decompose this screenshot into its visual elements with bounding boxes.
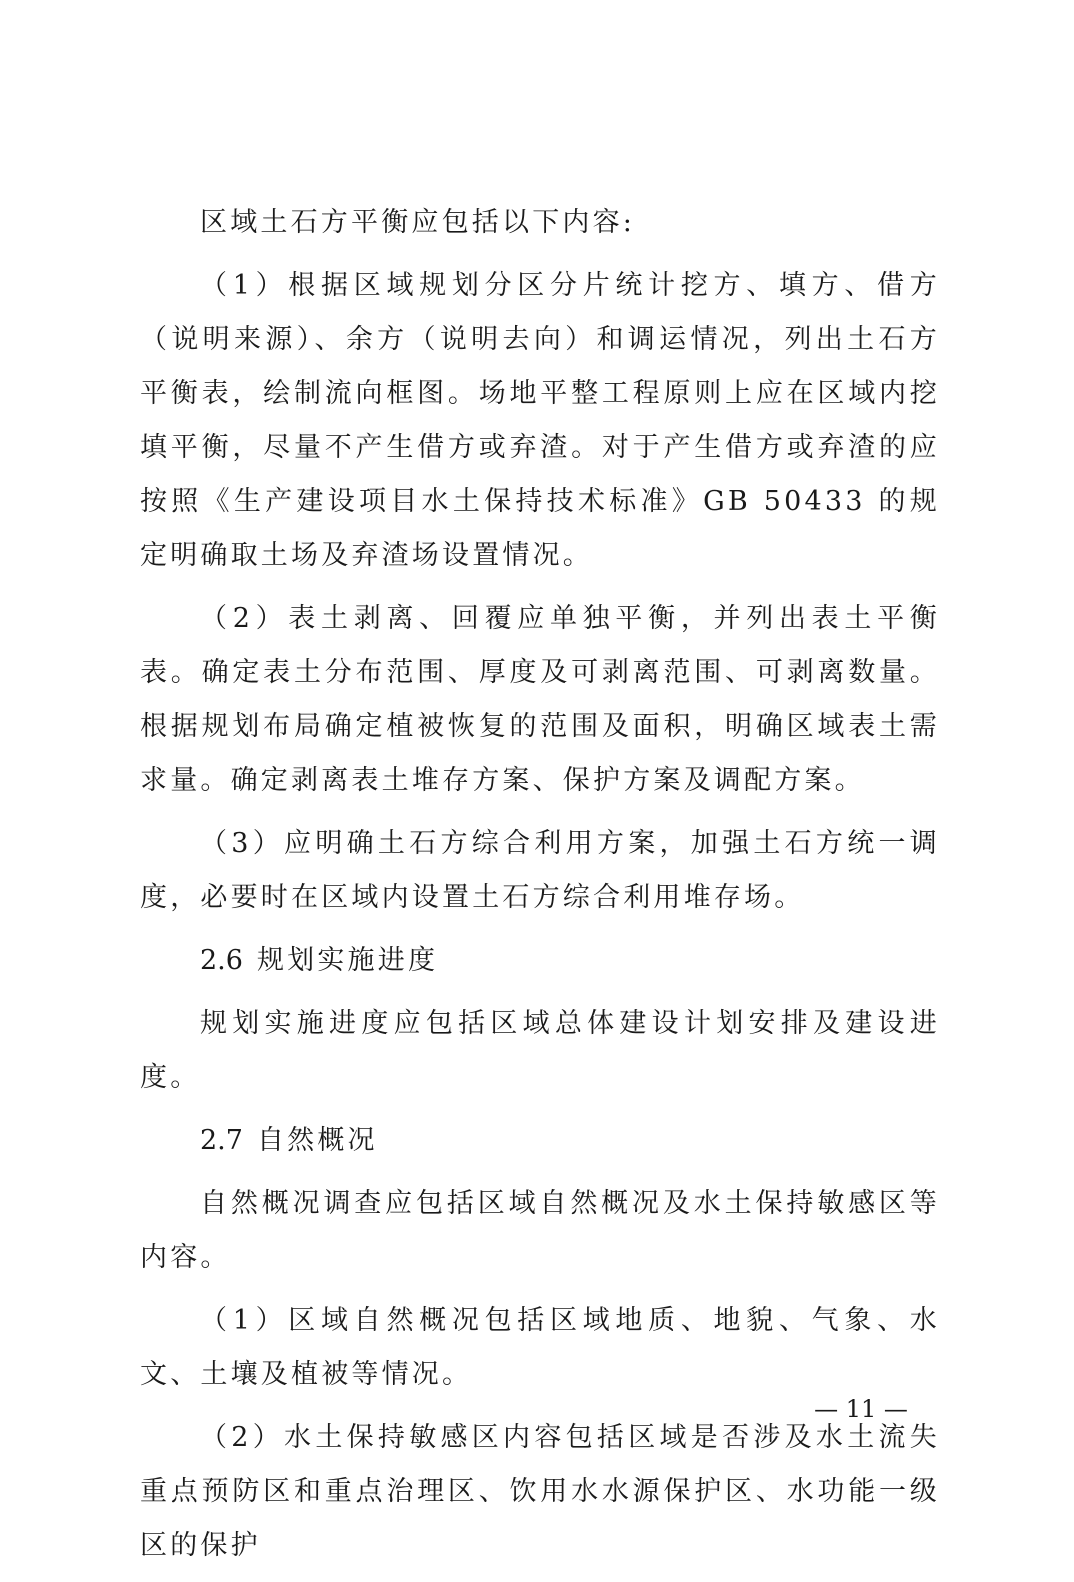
paragraph-item-2: （2）表土剥离、回覆应单独平衡，并列出表土平衡表。确定表土分布范围、厚度及可剥离范围、可剥离数量。根据规划布局确定植被恢复的范围及面积，明确区域表土需求量。确定剥离表土堆存方案、保护方案及调配方案。	[140, 603, 940, 796]
section-title: 自然概况	[256, 1125, 378, 1156]
paragraph-natural-item-2: （2）水土保持敏感区内容包括区域是否涉及水土流失重点预防区和重点治理区、饮用水水源保护区、水功能一级区的保护	[140, 1422, 940, 1561]
paragraph-natural-overview: 自然概况调查应包括区域自然概况及水土保持敏感区等内容。	[140, 1188, 940, 1273]
section-title: 规划实施进度	[256, 945, 439, 976]
paragraph-natural-item-1: （1）区域自然概况包括区域地质、地貌、气象、水文、土壤及植被等情况。	[140, 1305, 940, 1390]
page-number: — 11 —	[814, 1395, 908, 1423]
document-body	[140, 196, 940, 1582]
section-number: 2.6	[200, 945, 243, 976]
paragraph-item-1: （1）根据区域规划分区分片统计挖方、填方、借方（说明来源）、余方（说明去向）和调运情况，列出土石方平衡表，绘制流向框图。场地平整工程原则上应在区域内挖填平衡，尽量不产生借方或弃渣。对于产生借方或弃渣的应按照《生产建设项目水土保持技术标准》GB 50433 的规定明确取土场及弃渣场设置情况。	[140, 270, 940, 571]
paragraph-item-3: （3）应明确土石方综合利用方案，加强土石方统一调度，必要时在区域内设置土石方综合利用堆存场。	[140, 828, 940, 913]
paragraph-intro: 区域土石方平衡应包括以下内容:	[200, 207, 636, 238]
paragraph-schedule: 规划实施进度应包括区域总体建设计划安排及建设进度。	[140, 1008, 940, 1093]
section-number: 2.7	[200, 1125, 243, 1156]
section-heading-2-6	[140, 934, 940, 988]
section-heading-2-7	[140, 1114, 940, 1168]
